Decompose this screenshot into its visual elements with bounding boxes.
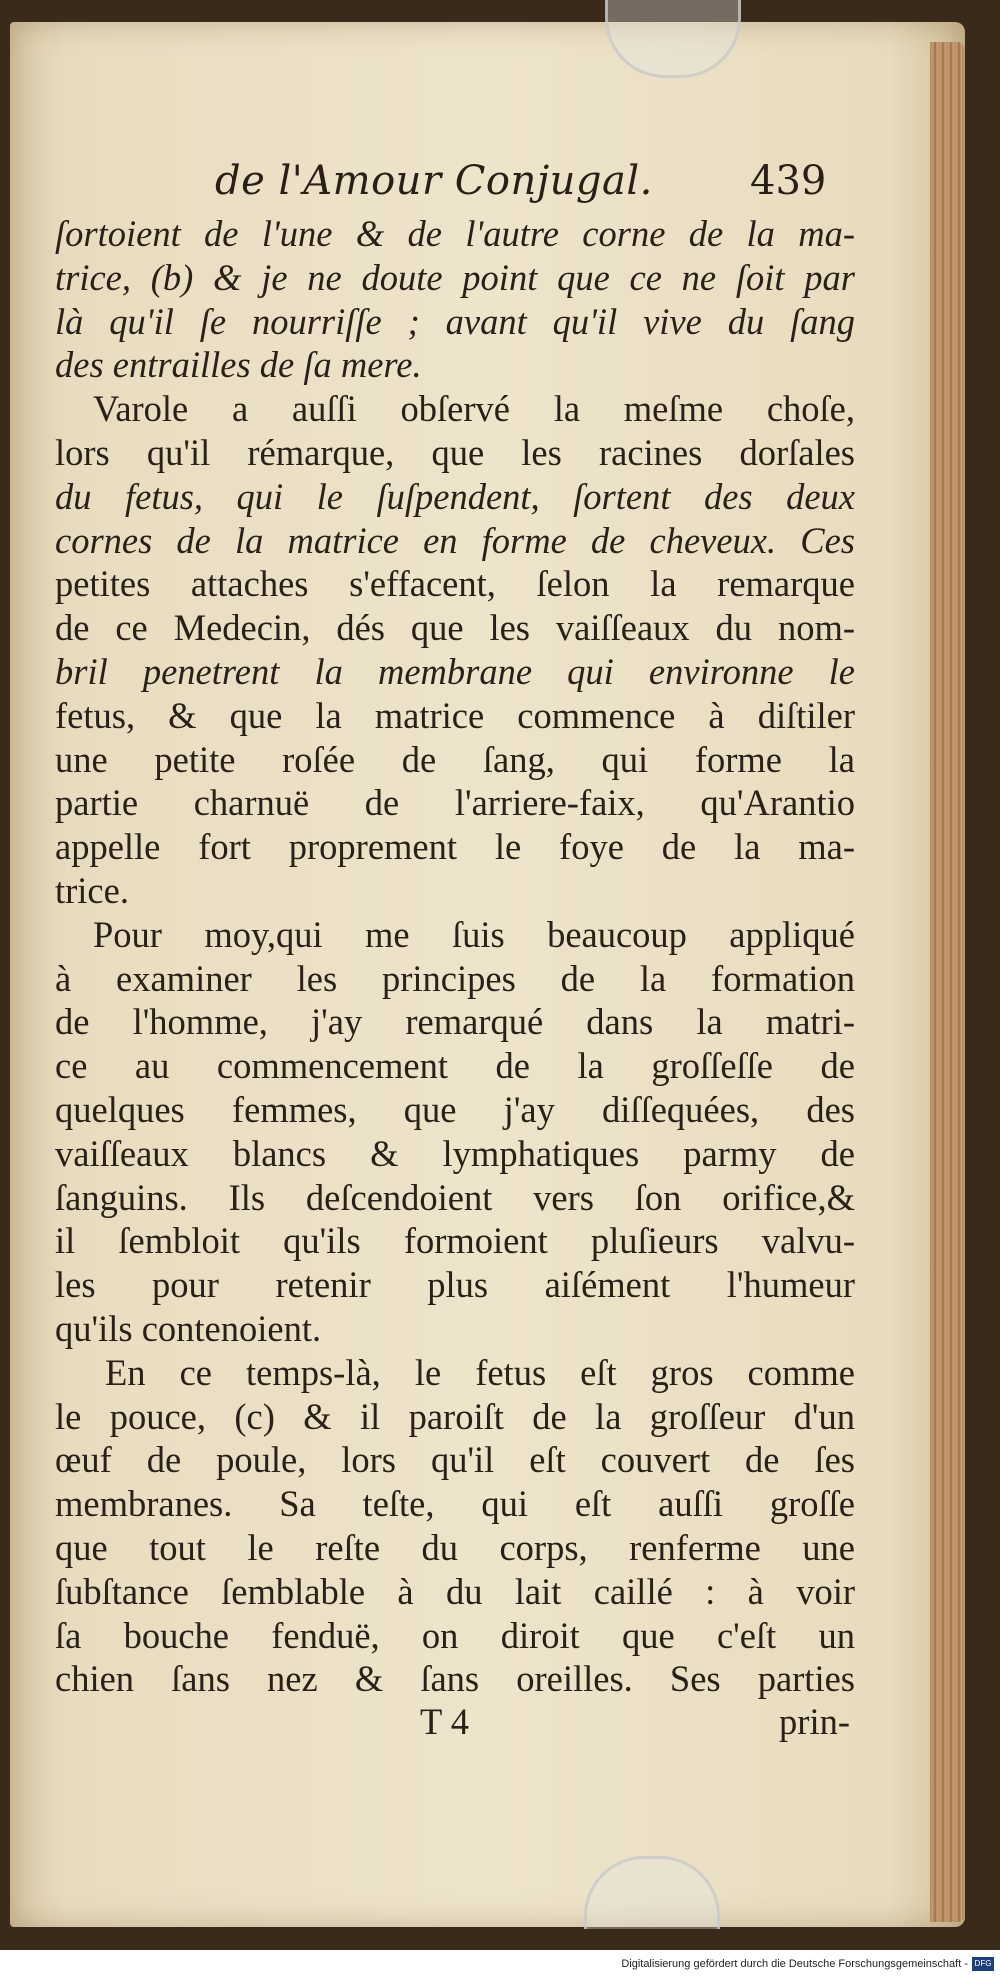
text-line: petites attaches s'effacent, ſelon la remarque (55, 563, 855, 605)
signature-mark: T 4 (420, 1701, 470, 1742)
text-line: des entrailles de ſa mere. (55, 344, 422, 386)
text-line: il ſembloit qu'ils formoient pluſieurs valvu- (55, 1220, 855, 1262)
text-line: Pour moy,qui me ſuis beaucoup appliqué (93, 913, 855, 955)
body-text (55, 212, 855, 1701)
text-line: fetus, & que la matrice commence à diſtiler (55, 694, 855, 736)
text-line: cornes de la matrice en forme de cheveux. Ces (55, 519, 855, 561)
page-number: 439 (750, 158, 827, 204)
text-line: ce au commencement de la groſſeſſe de (55, 1045, 855, 1087)
text-line: à examiner les principes de la formation (55, 957, 855, 999)
text-line: ſanguins. Ils deſcendoient vers ſon orifice,& (55, 1176, 855, 1218)
text-line: quelques femmes, que j'ay diſſequées, des (55, 1088, 855, 1130)
text-line: membranes. Sa teſte, qui eſt auſſi groſſe (55, 1483, 855, 1525)
text-line: appelle fort proprement le foye de la ma- (55, 826, 855, 868)
dfg-logo: DFG (972, 1957, 994, 1971)
catchword: prin- (779, 1701, 850, 1742)
text-line: du fetus, qui le ſuſpendent, ſortent des deux (55, 475, 855, 517)
text-line: partie charnuë de l'arriere-faix, qu'Arantio (55, 782, 855, 824)
text-line: bril penetrent la membrane qui environne le (55, 650, 855, 692)
text-line: de l'homme, j'ay remarqué dans la matri- (55, 1001, 855, 1043)
running-head: de l'Amour Conjugal. (215, 158, 653, 204)
digitization-bar (0, 1950, 1000, 1976)
page-edge (930, 42, 965, 1922)
text-line: le pouce, (c) & il paroiſt de la groſſeur d'un (55, 1395, 855, 1437)
text-line: ſubſtance ſemblable à du lait caillé : à voir (55, 1570, 855, 1612)
text-line: une petite roſée de ſang, qui forme la (55, 738, 855, 780)
text-line: En ce temps-là, le fetus eſt gros comme (105, 1351, 855, 1393)
text-line: les pour retenir plus aiſément l'humeur (55, 1264, 855, 1306)
text-line: ſa bouche fenduë, on diroit que c'eſt un (55, 1614, 855, 1656)
text-line: Varole a auſſi obſervé la meſme choſe, (93, 388, 855, 430)
text-line: là qu'il ſe nourriſſe ; avant qu'il vive du ſang (55, 300, 855, 342)
digitization-note: Digitalisierung gefördert durch die Deutsche Forschungsgemeinschaft - (621, 1958, 968, 1970)
text-line: trice, (b) & je ne doute point que ce ne ſoit par (55, 256, 855, 298)
text-line: que tout le reſte du corps, renferme une (55, 1526, 855, 1568)
text-line: vaiſſeaux blancs & lymphatiques parmy de (55, 1132, 855, 1174)
text-line: de ce Medecin, dés que les vaiſſeaux du nom- (55, 607, 855, 649)
text-line: ſortoient de l'une & de l'autre corne de la ma- (55, 213, 855, 254)
text-line: chien ſans nez & ſans oreilles. Ses parties (55, 1658, 855, 1700)
text-line: œuf de poule, lors qu'il eſt couvert de ſes (55, 1439, 855, 1481)
text-line: qu'ils contenoient. (55, 1307, 322, 1349)
text-line: trice. (55, 869, 129, 911)
text-line: lors qu'il rémarque, que les racines dorſales (55, 431, 855, 473)
